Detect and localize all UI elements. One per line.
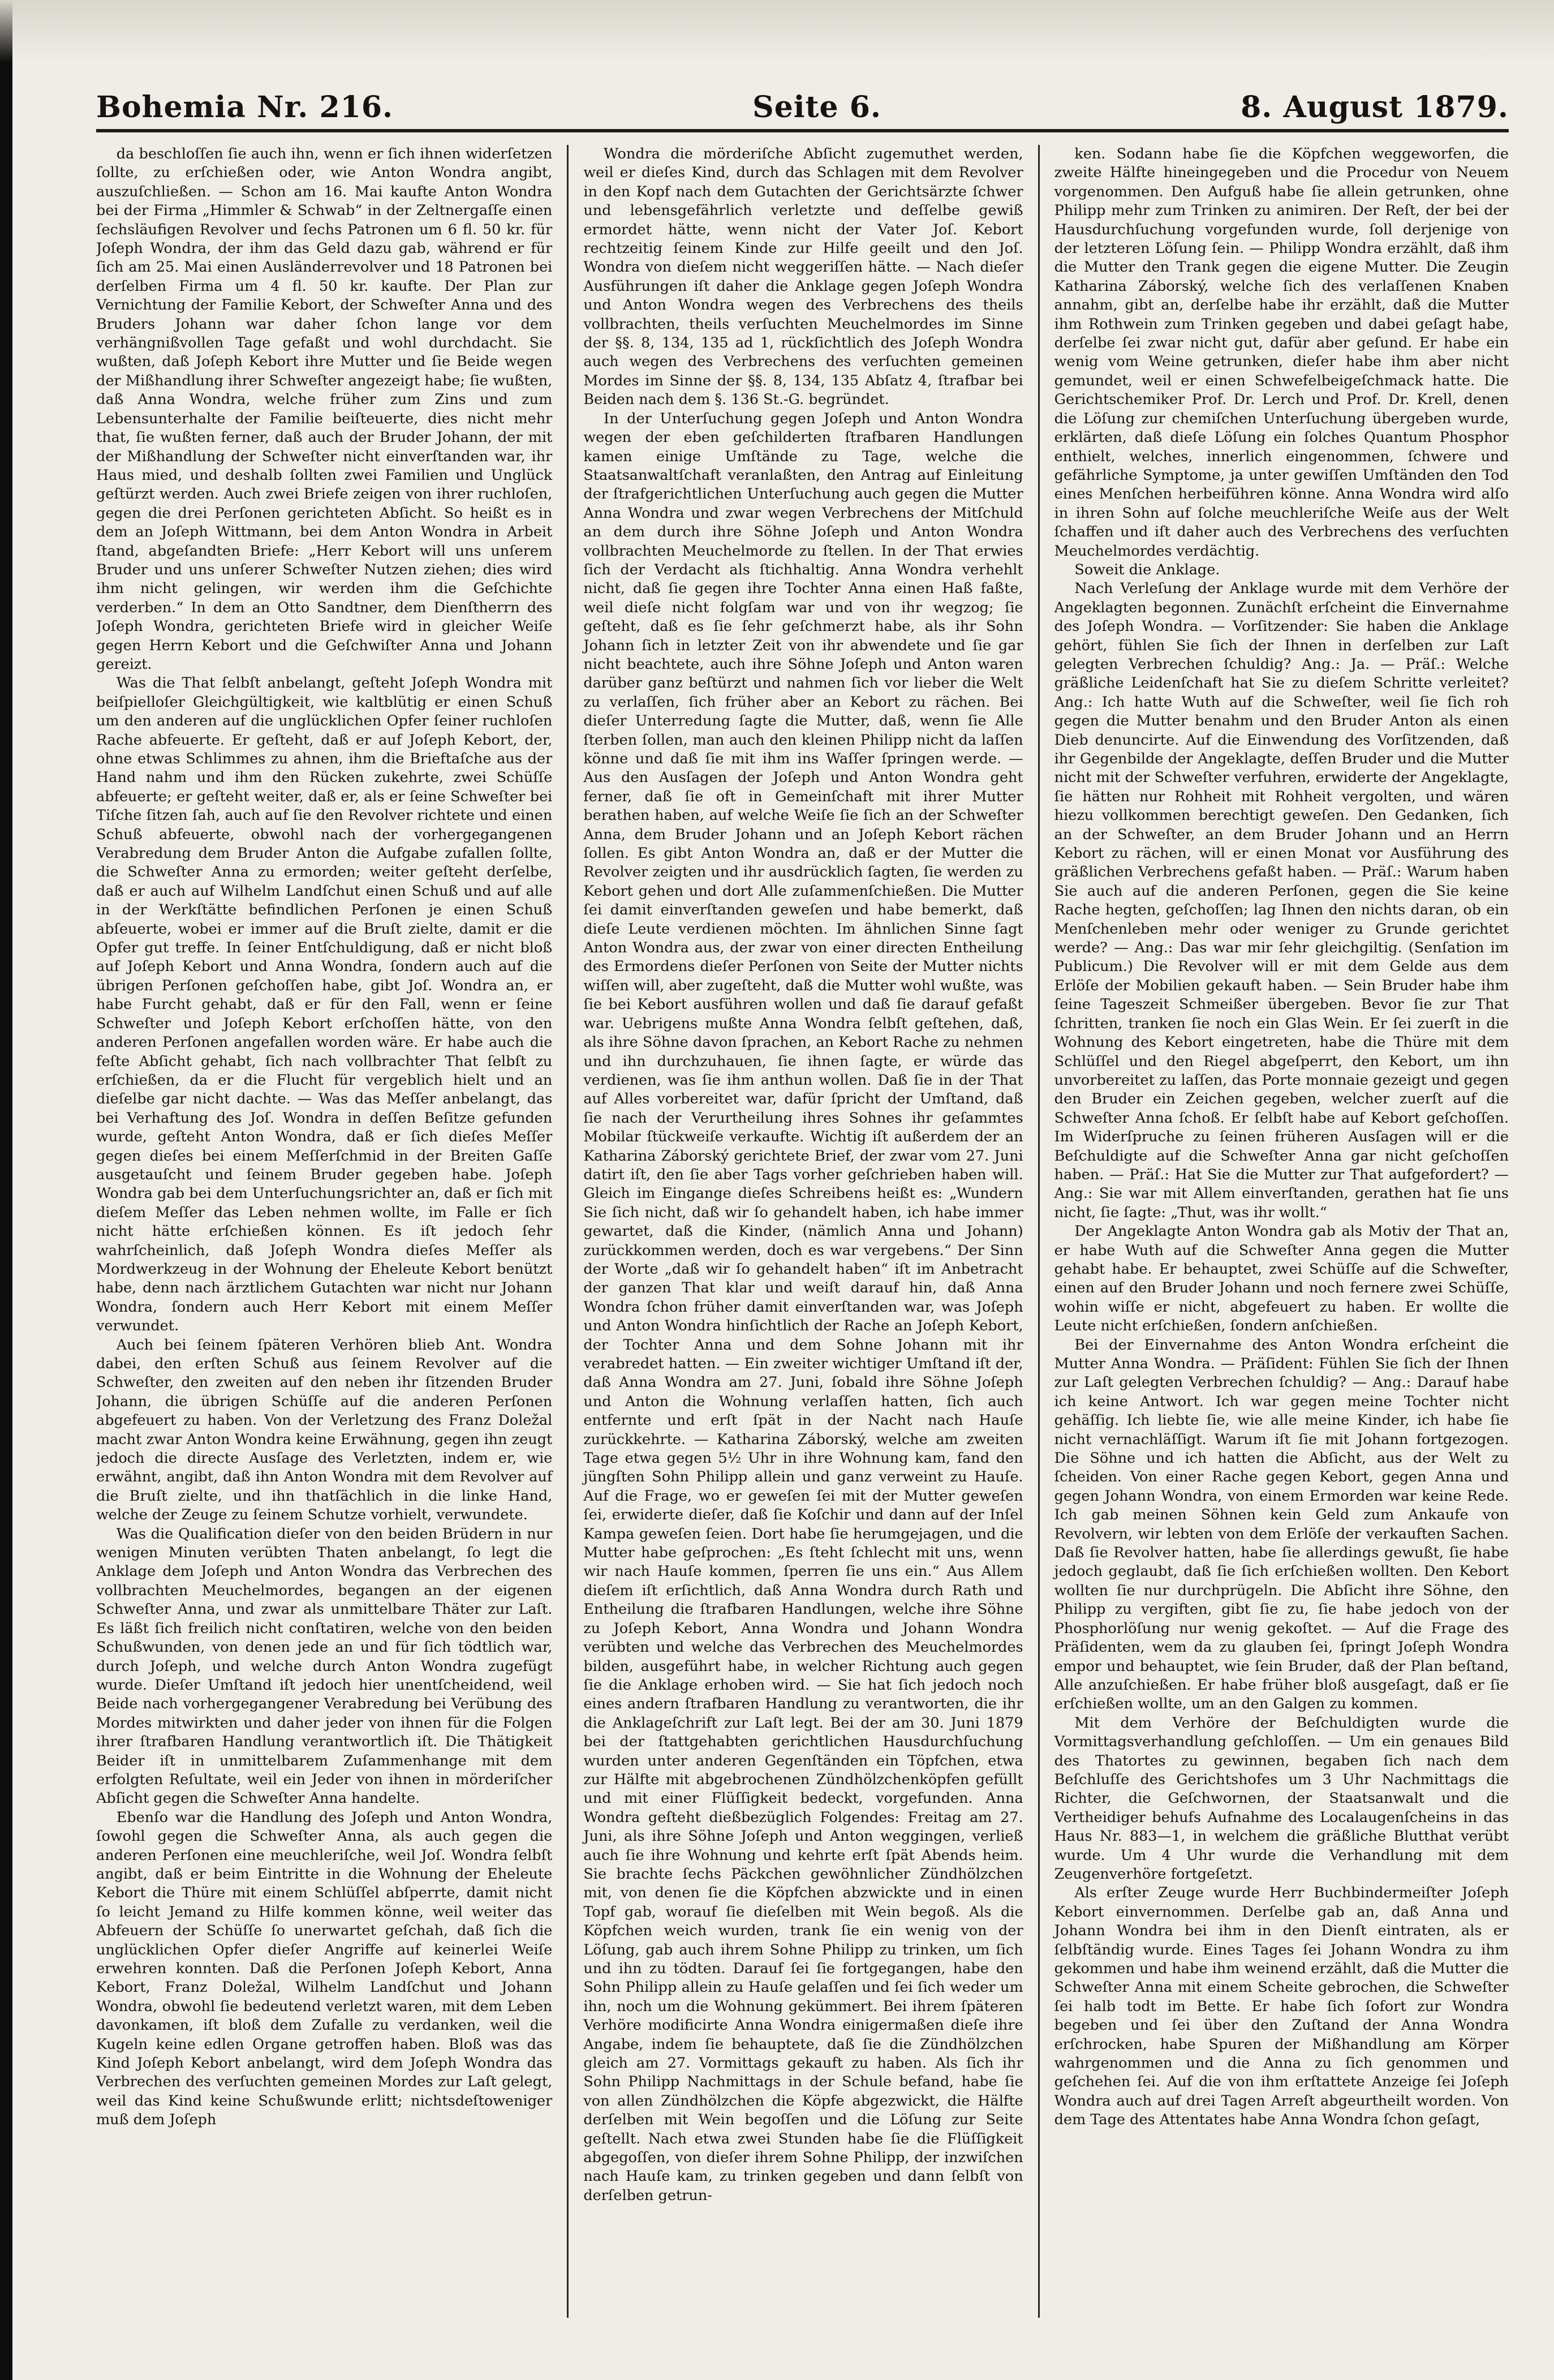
column-3 — [1038, 145, 1509, 2318]
paragraph: In der Unterſuchung gegen Joſeph und Anton Wondra wegen der eben geſchilderten ſtrafbaren Handlungen kamen einige Umſtände zu Tage, welche die Staatsanwaltſchaft veranlaßten, den Antrag auf Einleitung der ſtrafgerichtlichen Unterſuchung auch gegen die Mutter Anna Wondra und zwar wegen Verbrechens der Mitſchuld an dem durch ihre Söhne Joſeph und Anton Wondra vollbrachten Meuchelmorde zu ſtellen. In der That erwies ſich der Verdacht als ſtichhaltig. Anna Wondra verhehlt nicht, daß ſie gegen ihre Tochter Anna einen Haß faßte, weil dieſe nicht folgſam war und von ihr wegzog; ſie geſteht, daß es ſie ſehr geſchmerzt habe, als ihr Sohn Johann ſich in letzter Zeit von ihr abwendete und ſie gar nicht beachtete, auch ihre Söhne Joſeph und Anton waren darüber ganz beſtürzt und nahmen ſich vor lieber die Welt zu verlaſſen, ſich früher aber an Kebort zu rächen. Bei dieſer Unterredung ſagte die Mutter, daß, wenn ſie Alle ſterben ſollen, man auch den kleinen Philipp nicht da laſſen könne und daß ſie mit ihm ins Waſſer ſpringen werde. — Aus den Ausſagen der Joſeph und Anton Wondra geht ferner, daß ſie oft in Gemeinſchaft mit ihrer Mutter berathen haben, auf welche Weiſe ſie ſich an der Schweſter Anna, dem Bruder Johann und an Joſeph Kebort rächen ſollen. Es gibt Anton Wondra an, daß er der Mutter die Revolver zeigten und ihr ausdrücklich ſagten, ſie werden zu Kebort gehen und dort Alle zuſammenſchießen. Die Mutter ſei damit einverſtanden geweſen und habe bemerkt, daß dieſe Leute verdienen möchten. Im ähnlichen Sinne ſagt Anton Wondra aus, der zwar von einer directen Entheilung des Ermordens dieſer Perſonen von Seite der Mutter nichts wiſſen will, aber zugeſteht, daß die Mutter wohl wußte, was ſie bei Kebort ausführen wollen und daß ſie darauf gefaßt war. Uebrigens mußte Anna Wondra ſelbſt geſtehen, daß, als ihre Söhne davon ſprachen, an Kebort Rache zu nehmen und ihn durchzuhauen, ſie ihnen ſagte, er würde das verdienen, was ſie ihm anthun wollen. Daß ſie in der That auf Alles vorbereitet war, dafür ſpricht der Umſtand, daß ſie nach der Verurtheilung ihres Sohnes ihr geſammtes Mobilar ſtückweiſe verkaufte. Wichtig iſt außerdem der an Katharina Záborský gerichtete Brief, der zwar vom 27. Juni datirt iſt, den ſie aber Tags vorher geſchrieben haben will. Gleich im Eingange dieſes Schreibens heißt es: „Wundern Sie ſich nicht, daß wir ſo gehandelt haben, ich habe immer gewartet, daß die Kinder, (nämlich Anna und Johann) zurückkommen werden, doch es war vergebens.“ Der Sinn der Worte „daß wir ſo gehandelt haben“ iſt im Anbetracht der ganzen That klar und weiſt darauf hin, daß Anna Wondra ſchon früher damit einverſtanden war, was Joſeph und Anton Wondra hinſichtlich der Rache an Joſeph Kebort, der Tochter Anna und dem Sohne Johann mit ihr verabredet hatten. — Ein zweiter wichtiger Umſtand iſt der, daß Anna Wondra am 27. Juni, ſobald ihre Söhne Joſeph und Anton die Wohnung verlaſſen hatten, ſich auch entfernte und erſt ſpät in der Nacht nach Hauſe zurückkehrte. — Katharina Záborský, welche am zweiten Tage etwa gegen 5½ Uhr in ihre Wohnung kam, fand den jüngſten Sohn Philipp allein und ganz verweint zu Hauſe. Auf die Frage, wo er geweſen ſei mit der Mutter geweſen ſei, erwiderte dieſer, daß ſie Koſchir und dann auf der Inſel Kampa geweſen ſeien. Dort habe ſie herumgejagen, und die Mutter habe geſprochen: „Es ſteht ſchlecht mit uns, wenn wir nach Hauſe kommen, ſperren ſie uns ein.“ Aus Allem dieſem iſt erſichtlich, daß Anna Wondra durch Rath und Entheilung die ſtrafbaren Handlungen, welche ihre Söhne zu Joſeph Kebort, Anna Wondra und Johann Wondra verübten und welche das Verbrechen des Meuchelmordes bilden, ausgeführt habe, in welcher Richtung auch gegen ſie die Anklage erhoben wird. — Sie hat ſich jedoch noch eines andern ſtrafbaren Handlung zu verantworten, die ihr die Anklageſchrift zur Laſt legt. Bei der am 30. Juni 1879 bei der ſtattgehabten gerichtlichen Hausdurchſuchung wurden unter anderen Gegenſtänden ein Töpfchen, etwa zur Hälfte mit abgebrochenen Zündhölzchenköpfen gefüllt und mit einer Flüſſigkeit bedeckt, vorgefunden. Anna Wondra geſteht dießbezüglich Folgendes: Freitag am 27. Juni, als ihre Söhne Joſeph und Anton weggingen, verließ auch ſie ihre Wohnung und kehrte erſt ſpät Abends heim. Sie brachte ſechs Päckchen gewöhnlicher Zündhölzchen mit, von denen ſie die Köpfchen abzwickte und in einen Topf gab, worauf ſie dieſelben mit Wein begoß. Als die Köpfchen weich wurden, trank ſie ein wenig von der Löſung, gab auch ihrem Sohne Philipp zu trinken, um ſich und ihn zu tödten. Darauf ſei ſie fortgegangen, habe den Sohn Philipp allein zu Hauſe gelaſſen und ſei ſich weder um ihn, noch um die Wohnung gekümmert. Bei ihrem ſpäteren Verhöre modificirte Anna Wondra einigermaßen dieſe ihre Angabe, indem ſie behauptete, daß ſie die Zündhölzchen gleich am 27. Vormittags gekauft zu haben. Als ſich ihr Sohn Philipp Nachmittags in der Schule befand, habe ſie von allen Zündhölzchen die Köpfe abgezwickt, die Hälfte derſelben mit Wein begoſſen und die Löſung zur Seite geſtellt. Nach etwa zwei Stunden habe ſie die Flüſſigkeit abgegoſſen, von dieſer ihrem Sohne Philipp, der inzwiſchen nach Hauſe kam, zu trinken gegeben und dann ſelbſt von derſelben getrun- — [583, 410, 1023, 2204]
paragraph: Mit dem Verhöre der Beſchuldigten wurde die Vormittagsverhandlung geſchloſſen. — Um ein genaues Bild des Thatortes zu gewinnen, begaben ſich nach dem Beſchluſſe des Gerichtshofes um 3 Uhr Nachmittags die Richter, die Geſchwornen, der Staatsanwalt und die Vertheidiger behufs Aufnahme des Localaugenſcheins in das Haus Nr. 883—1, in welchem die gräßliche Blutthat verübt wurde. Um 4 Uhr wurde die Verhandlung mit dem Zeugenverhöre fortgeſetzt. — [1054, 1714, 1509, 1883]
column-2 — [567, 145, 1038, 2318]
paragraph: Ebenſo war die Handlung des Joſeph und Anton Wondra, ſowohl gegen die Schweſter Anna, als auch gegen die anderen Perſonen eine meuchleriſche, weil Joſ. Wondra ſelbſt angibt, daß er beim Eintritte in die Wohnung der Eheleute Kebort die Thüre mit einem Schlüſſel abſperrte, damit nicht ſo leicht Jemand zu Hilfe kommen könne, weil weiter das Abfeuern der Schüſſe ſo unerwartet geſchah, daß ſich die unglücklichen Opfer dieſer Angriffe auf keinerlei Weiſe erwehren konnten. Daß die Perſonen Joſeph Kebort, Anna Kebort, Franz Doležal, Wilhelm Landſchut und Johann Wondra, obwohl ſie bedeutend verletzt waren, mit dem Leben davonkamen, iſt bloß dem Zufalle zu verdanken, weil die Kugeln keine edlen Organe getroffen haben. Bloß was das Kind Joſeph Kebort anbelangt, wird dem Joſeph Wondra das Verbrechen des verſuchten gemeinen Mordes zur Laſt gelegt, weil das Kind keine Schußwunde erlitt; nichtsdeſtoweniger muß dem Joſeph — [96, 1808, 553, 2129]
issue-date: 8. August 1879. — [1241, 90, 1509, 124]
paragraph: da beschloſſen ſie auch ihn, wenn er ſich ihnen widerſetzen ſollte, zu erſchießen oder, wie Anton Wondra angibt, auszuſchließen. — Schon am 16. Mai kaufte Anton Wondra bei der Firma „Himmler & Schwab“ in der Zeltnergaſſe einen ſechsläufigen Revolver und ſechs Patronen um 6 fl. 50 kr. für Joſeph Wondra, der ihm das Geld dazu gab, während er für ſich am 25. Mai einen Ausländerrevolver und 18 Patronen bei derſelben Firma um 4 fl. 50 kr. kaufte. Der Plan zur Vernichtung der Familie Kebort, der Schweſter Anna und des Bruders Johann war daher ſchon lange vor dem verhängnißvollen Tage gefaßt und wohl durchdacht. Sie wußten, daß Joſeph Kebort ihre Mutter und ſie Beide wegen der Mißhandlung ihrer Schweſter angezeigt habe; ſie wußten, daß Anna Wondra, welche früher zum Zins und zum Lebensunterhalte der Familie beiſteuerte, dies nicht mehr that, ſie wußten ferner, daß auch der Bruder Johann, der mit der Mißhandlung der Schweſter nicht einverſtanden war, ihr Haus mied, und deshalb ſollten zwei Familien und Unglück geſtürzt werden. Auch zwei Briefe zeigen von ihrer ruchloſen, gegen die drei Perſonen gerichteten Abſicht. So heißt es in dem an Joſeph Wittmann, bei dem Anton Wondra in Arbeit ſtand, abgeſandten Briefe: „Herr Kebort will uns unſerem Bruder und uns unſerer Schweſter Nutzen ziehen; dies wird ihm nicht gelingen, wir werden ihm die Geſchichte verderben.“ In dem an Otto Sandtner, dem Dienſtherrn des Joſeph Wondra, gerichteten Briefe wird in gleicher Weiſe gegen Herrn Kebort und die Geſchwiſter Anna und Johann gereizt. — [96, 145, 553, 673]
masthead-left: Bohemia Nr. 216. — [96, 90, 394, 124]
column-1 — [96, 145, 567, 2318]
paragraph: Nach Verleſung der Anklage wurde mit dem Verhöre der Angeklagten begonnen. Zunächſt erſcheint die Einvernahme des Joſeph Wondra. — Vorſitzender: Sie haben die Anklage gehört, fühlen Sie ſich der Ihnen in derſelben zur Laſt gelegten Verbrechen ſchuldig? Ang.: Ja. — Präſ.: Welche gräßliche Leidenſchaft hat Sie zu dieſem Schritte verleitet? Ang.: Ich hatte Wuth auf die Schweſter, weil ſie ſich roh gegen die Mutter benahm und den Bruder Anton als einen Dieb denuncirte. Auf die Einwendung des Vorſitzenden, daß ihr Gegenbilde der Angeklagte, deſſen Bruder und die Mutter nicht mit der Schweſter verfuhren, erwiderte der Angeklagte, ſie hätten nur Rohheit mit Rohheit vergolten, und wären hiezu vollkommen berechtigt geweſen. Den Gedanken, ſich an der Schweſter, an dem Bruder Johann und an Herrn Kebort zu rächen, will er einen Monat vor Ausführung des gräßlichen Verbrechens gefaßt haben. — Präſ.: Warum haben Sie auch auf die anderen Perſonen, gegen die Sie keine Rache hegten, geſchoſſen; lag Ihnen den nichts daran, ob ein Menſchenleben mehr oder weniger zu Grunde gerichtet werde? — Ang.: Das war mir ſehr gleichgiltig. (Senſation im Publicum.) Die Revolver will er mit dem Gelde aus dem Erlöſe der Mobilien gekauft haben. — Sein Bruder habe ihm ſeine Tageszeit Schmeißer übergeben. Bevor ſie zur That ſchritten, tranken ſie noch ein Glas Wein. Er ſei zuerſt in die Wohnung des Kebort eingetreten, habe die Thüre mit dem Schlüſſel und den Riegel abgeſperrt, den Kebort, um ihn unvorbereitet zu laſſen, das Porte monnaie gezeigt und gegen den Bruder ein Zeichen gegeben, welcher zuerſt auf die Schweſter Anna ſchoß. Er ſelbſt habe auf Kebort geſchoſſen. Im Widerſpruche zu ſeinen früheren Ausſagen will er die Beſchuldigte auf die Schweſter Anna gar nicht geſchoſſen haben. — Präſ.: Hat Sie die Mutter zur That aufgefordert? — Ang.: Sie war mit Allem einverſtanden, gerathen hat ſie uns nicht, ſie ſagte: „Thut, was ihr wollt.“ — [1054, 580, 1509, 1221]
paragraph: Der Angeklagte Anton Wondra gab als Motiv der That an, er habe Wuth auf die Schweſter Anna gegen die Mutter gehabt habe. Er behauptet, zwei Schüſſe auf die Schweſter, einen auf den Bruder Johann und noch fernere zwei Schüſſe, wohin wiſſe er nicht, abgefeuert zu haben. Er wollte die Leute nicht erſchießen, ſondern anſchießen. — [1054, 1223, 1509, 1335]
paragraph: Was die Qualification dieſer von den beiden Brüdern in nur wenigen Minuten verübten Thaten anbelangt, ſo legt die Anklage dem Joſeph und Anton Wondra das Verbrechen des vollbrachten Meuchelmordes, begangen an der eigenen Schweſter Anna, und zwar als unmittelbare Thäter zur Laſt. Es läßt ſich freilich nicht conſtatiren, welche von den beiden Schußwunden, von denen jede an und für ſich tödtlich war, durch Joſeph, und welche durch Anton Wondra zugefügt wurde. Dieſer Umſtand iſt jedoch hier unentſcheidend, weil Beide nach vorhergegangener Verabredung bei Verübung des Mordes mitwirkten und daher jeder von ihnen für die Folgen ihrer ſtrafbaren Handlung verantwortlich iſt. Die Thätigkeit Beider iſt in unmittelbarem Zuſammenhange mit dem erfolgten Reſultate, weil ein Jeder von ihnen in mörderiſcher Abſicht gegen die Schweſter Anna handelte. — [96, 1525, 553, 1807]
scan-edge — [0, 0, 12, 2380]
page-header — [96, 85, 1509, 132]
paragraph: Wondra die mörderiſche Abſicht zugemuthet werden, weil er dieſes Kind, durch das Schlagen mit dem Revolver in den Kopf nach dem Gutachten der Gerichtsärzte ſchwer und lebensgefährlich verletzte und deſſelbe gewiß ermordet hätte, wenn nicht der Vater Joſ. Kebort rechtzeitig ſeinem Kinde zur Hilfe geeilt und den Joſ. Wondra von dieſem nicht weggeriſſen hätte. — Nach dieſer Ausführungen iſt daher die Anklage gegen Joſeph Wondra und Anton Wondra wegen des Verbrechens des theils vollbrachten, theils verſuchten Meuchelmordes im Sinne der §§. 8, 134, 135 ad 1, rückſichtlich des Joſeph Wondra auch wegen des Verbrechens des verſuchten gemeinen Mordes im Sinne der §§. 8, 134, 135 Abſatz 4, ſtrafbar bei Beiden nach dem §. 136 St.-G. begründet. — [583, 145, 1023, 409]
paragraph: Bei der Einvernahme des Anton Wondra erſcheint die Mutter Anna Wondra. — Präſident: Fühlen Sie ſich der Ihnen zur Laſt gelegten Verbrechen ſchuldig? — Ang.: Darauf habe ich keine Antwort. Ich war gegen meine Tochter nicht gehäſſig. Ich liebte ſie, wie alle meine Kinder, ich habe ſie nicht vernachläſſigt. Warum iſt ſie mit Johann fortgezogen. Die Söhne und ich hatten die Abſicht, aus der Welt zu ſcheiden. Von einer Rache gegen Kebort, gegen Anna und gegen Johann Wondra, von einem Ermorden war keine Rede. Ich gab meinen Söhnen kein Geld zum Ankaufe von Revolvern, wir lebten von dem Erlöſe der verkauften Sachen. Daß ſie Revolver hatten, habe ſie allerdings gewußt, ſie habe jedoch geglaubt, daß ſie ſich erſchießen wollten. Den Kebort wollten ſie nur durchprügeln. Die Abſicht ihre Söhne, den Philipp zu vergiften, gibt ſie zu, ſie habe jedoch von der Phosphorlöſung nur wenig gekoſtet. — Auf die Frage des Präſidenten, wem da zu glauben ſei, ſpringt Joſeph Wondra empor und behauptet, wie ſein Bruder, daß der Plan beſtand, Alle anzuſchießen. Er habe früher bloß ausgeſagt, daß er ſie erſchießen wollte, um an den Galgen zu kommen. — [1054, 1336, 1509, 1713]
paragraph: Als erſter Zeuge wurde Herr Buchbindermeiſter Joſeph Kebort einvernommen. Derſelbe gab an, daß Anna und Johann Wondra bei ihm in den Dienſt eintraten, als er ſelbſtändig wurde. Eines Tages ſei Johann Wondra zu ihm gekommen und habe ihm weinend erzählt, daß die Mutter die Schweſter Anna mit einem Scheite gebrochen, die Schweſter ſei halb todt im Bette. Er habe ſich ſofort zur Wondra begeben und ſei über den Zuſtand der Anna Wondra erſchrocken, habe Spuren der Mißhandlung am Körper wahrgenommen und die Anna zu ſich genommen und geſchehen ſei. Auf die von ihm erſtattete Anzeige ſei Joſeph Wondra auch auf drei Tagen Arreſt abgeurtheilt worden. Von dem Tage des Attentates habe Anna Wondra ſchon geſagt, — [1054, 1884, 1509, 2129]
page-top-bleed — [0, 0, 1554, 62]
paragraph: Auch bei ſeinem ſpäteren Verhören blieb Ant. Wondra dabei, den erſten Schuß aus ſeinem Revolver auf die Schweſter, den zweiten auf den neben ihr ſitzenden Bruder Johann, die übrigen Schüſſe auf die anderen Perſonen abgefeuert zu haben. Von der Verletzung des Franz Doležal macht zwar Anton Wondra keine Erwähnung, gegen ihn zeugt jedoch die directe Ausſage des Verletzten, indem er, wie erwähnt, angibt, daß ihn Anton Wondra mit dem Revolver auf die Bruſt zielte, und ihn thatſächlich in die linke Hand, welche der Zeuge zu ſeinem Schutze vorhielt, verwundete. — [96, 1336, 553, 1524]
article-columns — [96, 145, 1509, 2318]
paragraph: ken. Sodann habe ſie die Köpfchen weggeworfen, die zweite Hälfte hineingegeben und die Procedur von Neuem vorgenommen. Den Aufguß habe ſie allein getrunken, ohne Philipp mehr zum Trinken zu animiren. Der Reſt, der bei der Hausdurchſuchung vorgefunden wurde, ſoll derjenige von der letzteren Löſung ſein. — Philipp Wondra erzählt, daß ihm die Mutter den Trank gegen die eigene Mutter. Die Zeugin Katharina Záborský, welche ſich des verlaſſenen Knaben annahm, gibt an, derſelbe habe ihr erzählt, daß die Mutter ihm Rothwein zum Trinken gegeben und dabei geſagt habe, derſelbe ſei zwar nicht gut, dafür aber geſund. Er habe ein wenig vom Weine getrunken, dieſer habe ihm aber nicht gemundet, weil er einen Schwefelbeigeſchmack hatte. Die Gerichtschemiker Prof. Dr. Lerch und Prof. Dr. Krell, denen die Löſung zur chemiſchen Unterſuchung übergeben wurde, erklärten, daß dieſe Löſung ein ſolches Quantum Phosphor enthielt, welches, innerlich eingenommen, ſchwere und gefährliche Symptome, ja unter gewiſſen Umſtänden den Tod eines Menſchen herbeiführen könne. Anna Wondra wird alſo in ihren Sohn auf ſolche meuchleriſche Weiſe aus der Welt ſchaffen und iſt daher auch des Verbrechens des verſuchten Meuchelmordes verdächtig. — [1054, 145, 1509, 560]
paragraph: Soweit die Anklage. — [1074, 561, 1220, 578]
paragraph: Was die That ſelbſt anbelangt, geſteht Joſeph Wondra mit beiſpielloſer Gleichgültigkeit, wie kaltblütig er einen Schuß um den anderen auf die unglücklichen Opfer ſeiner ruchloſen Rache abfeuerte. Er geſteht, daß er auf Joſeph Kebort, der, ohne etwas Schlimmes zu ahnen, ihm die Brieftaſche aus der Hand nahm und ihm den Rücken zukehrte, zwei Schüſſe abfeuerte; er geſteht weiter, daß er, als er ſeine Schweſter bei Tiſche ſitzen ſah, auch auf ſie den Revolver richtete und einen Schuß abfeuerte, obwohl nach der vorhergegangenen Verabredung dem Bruder Anton die Aufgabe zufallen ſollte, die Schweſter Anna zu ermorden; weiter geſteht derſelbe, daß er auch auf Wilhelm Landſchut einen Schuß und auf alle in der Werkſtätte befindlichen Perſonen je einen Schuß abſeuerte, wobei er immer auf die Bruſt zielte, damit er die Opfer gut treffe. In ſeiner Entſchuldigung, daß er nicht bloß auf Joſeph Kebort und Anna Wondra, ſondern auch auf die übrigen Perſonen geſchoſſen habe, gibt Joſ. Wondra an, er habe Furcht gehabt, daß er für den Fall, wenn er ſeine Schweſter und Joſeph Kebort erſchoſſen hätte, von den anderen Perſonen angefallen worden wäre. Er habe auch die feſte Abſicht gehabt, ſich nach vollbrachter That ſelbſt zu erſchießen, da er die Flucht für vergeblich hielt und an dieſelbe gar nicht dachte. — Was das Meſſer anbelangt, das bei Verhaftung des Joſ. Wondra in deſſen Beſitze gefunden wurde, geſteht Anton Wondra, daß er ſich dieſes Meſſer gegen dieſes bei einem Meſſerſchmid in der Breiten Gaſſe ausgetauſcht und ſeinem Bruder gegeben habe. Joſeph Wondra gab bei dem Unterſuchungsrichter an, daß er ſich mit dieſem Meſſer das Leben nehmen wollte, im Falle er ſich nicht hätte erſchießen können. Es iſt jedoch ſehr wahrſcheinlich, daß Joſeph Wondra dieſes Meſſer als Mordwerkzeug in der Wohnung der Eheleute Kebort benützt habe, denn nach ärztlichem Gutachten war nicht nur Johann Wondra, ſondern auch Herr Kebort mit einem Meſſer verwundet. — [96, 675, 553, 1335]
page-number: Seite 6. — [752, 90, 882, 124]
